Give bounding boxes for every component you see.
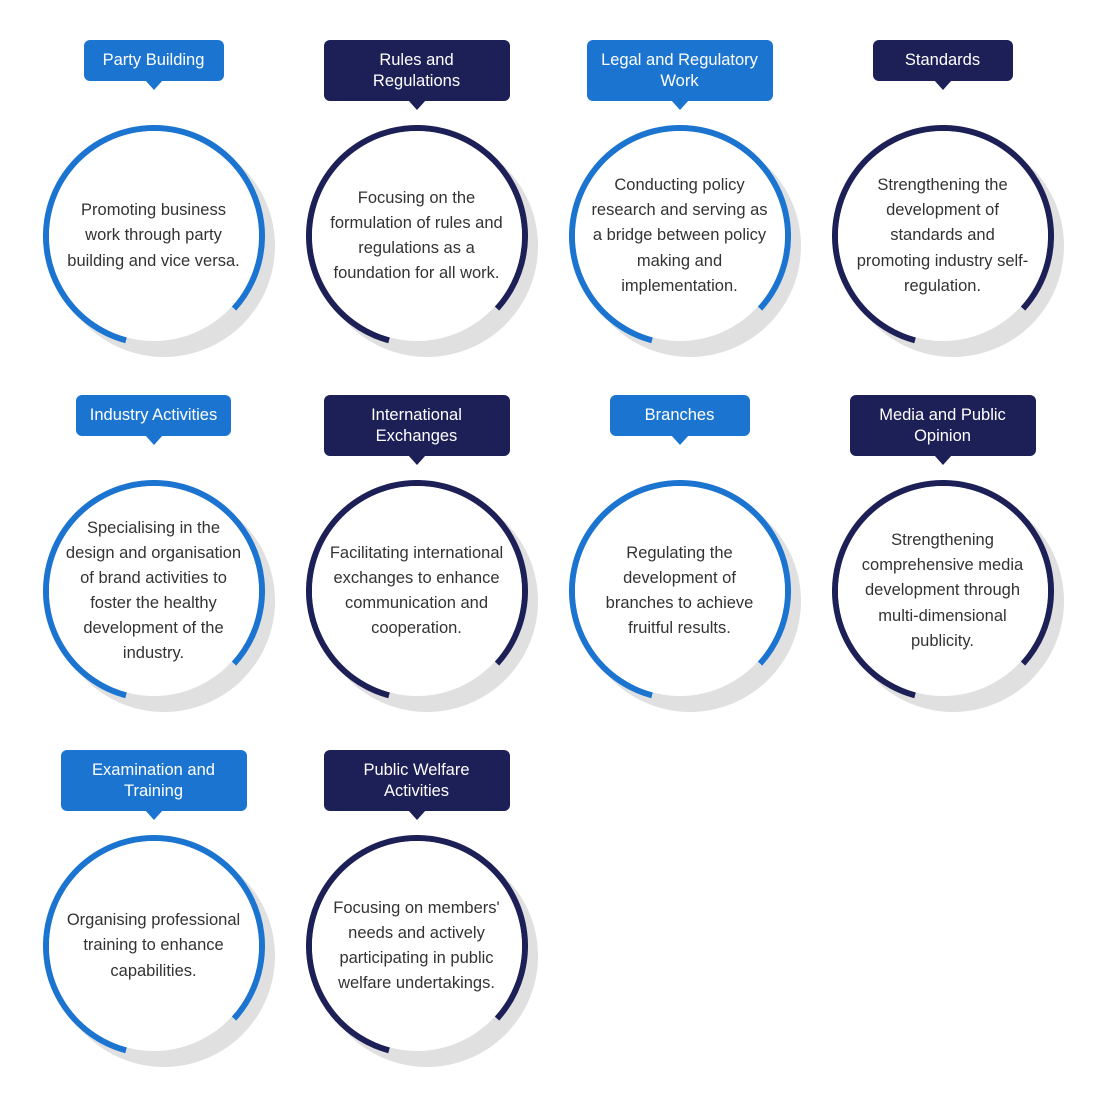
item-label-banner-wrap	[811, 40, 1074, 81]
banner-pointer-icon	[408, 100, 426, 110]
item-label-text: Examination and Training	[92, 761, 215, 800]
item-description: Conducting policy research and serving as a bridge between policy making and implementation.	[591, 176, 768, 295]
banner-pointer-icon	[671, 435, 689, 445]
item-label-banner[interactable]	[873, 40, 1013, 81]
item-label-banner[interactable]	[84, 40, 224, 81]
item-label-banner-wrap	[285, 395, 548, 456]
item-description: Promoting business work through party building and vice versa.	[67, 201, 240, 270]
card-grid	[22, 20, 1074, 1085]
item-label-banner-wrap	[22, 750, 285, 811]
item-label-text: Legal and Regulatory Work	[601, 51, 758, 90]
item-circle-wrap	[22, 480, 285, 712]
item-label-banner-wrap	[548, 395, 811, 436]
item-circle-wrap	[285, 835, 548, 1067]
diagram-item	[548, 375, 811, 730]
banner-pointer-icon	[408, 810, 426, 820]
item-label-banner-wrap	[285, 750, 548, 811]
item-description: Regulating the development of branches to achieve fruitful results.	[605, 543, 754, 638]
item-label-banner[interactable]	[850, 395, 1036, 456]
item-circle	[306, 125, 528, 347]
item-label-banner-wrap	[22, 395, 285, 436]
banner-pointer-icon	[145, 435, 163, 445]
item-description: Focusing on the formulation of rules and regulations as a foundation for all work.	[330, 188, 503, 283]
item-label-banner[interactable]	[324, 395, 510, 456]
item-label-text: Media and Public Opinion	[879, 406, 1006, 445]
diagram-item	[285, 375, 548, 730]
item-label-banner-wrap	[548, 40, 811, 101]
item-circle-wrap	[22, 835, 285, 1067]
item-circle	[832, 480, 1054, 702]
diagram-item	[811, 20, 1074, 375]
item-label-text: Public Welfare Activities	[363, 761, 470, 800]
item-circle-wrap	[22, 125, 285, 357]
item-label-banner-wrap	[22, 40, 285, 81]
item-description: Strengthening the development of standards and promoting industry self-regulation.	[856, 176, 1029, 295]
item-circle	[306, 480, 528, 702]
item-description: Focusing on members' needs and actively participating in public welfare undertakings.	[333, 898, 500, 993]
item-label-banner[interactable]	[324, 750, 510, 811]
item-circle-wrap	[811, 125, 1074, 357]
item-label-banner[interactable]	[587, 40, 773, 101]
item-circle	[569, 125, 791, 347]
diagram-item	[22, 20, 285, 375]
banner-pointer-icon	[145, 810, 163, 820]
item-label-banner-wrap	[811, 395, 1074, 456]
item-circle	[569, 480, 791, 702]
diagram-item	[811, 375, 1074, 730]
item-label-text: Branches	[644, 406, 715, 424]
item-circle-wrap	[548, 480, 811, 712]
banner-pointer-icon	[934, 80, 952, 90]
item-label-banner[interactable]	[610, 395, 750, 436]
item-description: Specialising in the design and organisation of brand activities to foster the healthy development of the industry.	[65, 518, 242, 663]
diagram-item	[285, 730, 548, 1085]
item-label-text: Rules and Regulations	[372, 51, 461, 90]
item-label-text: Standards	[904, 51, 981, 69]
item-circle	[306, 835, 528, 1057]
item-circle-wrap	[548, 125, 811, 357]
banner-pointer-icon	[934, 455, 952, 465]
item-label-text: Party Building	[102, 51, 205, 69]
item-circle	[43, 480, 265, 702]
item-description: Strengthening comprehensive media development through multi-dimensional publicity.	[861, 531, 1024, 650]
item-label-banner-wrap	[285, 40, 548, 101]
item-label-text: Industry Activities	[89, 406, 218, 424]
item-description: Organising professional training to enhance capabilities.	[66, 911, 241, 980]
diagram-item	[285, 20, 548, 375]
item-circle-wrap	[285, 480, 548, 712]
item-circle	[43, 125, 265, 347]
banner-pointer-icon	[145, 80, 163, 90]
item-label-banner[interactable]	[324, 40, 510, 101]
banner-pointer-icon	[408, 455, 426, 465]
item-label-banner[interactable]	[76, 395, 231, 436]
item-circle-wrap	[811, 480, 1074, 712]
item-circle	[43, 835, 265, 1057]
diagram-item	[22, 730, 285, 1085]
item-circle	[832, 125, 1054, 347]
item-label-banner[interactable]	[61, 750, 247, 811]
banner-pointer-icon	[671, 100, 689, 110]
diagram-item	[22, 375, 285, 730]
item-label-text: International Exchanges	[371, 406, 462, 445]
item-description: Facilitating international exchanges to enhance communication and cooperation.	[329, 543, 504, 638]
diagram-item	[548, 20, 811, 375]
item-circle-wrap	[285, 125, 548, 357]
